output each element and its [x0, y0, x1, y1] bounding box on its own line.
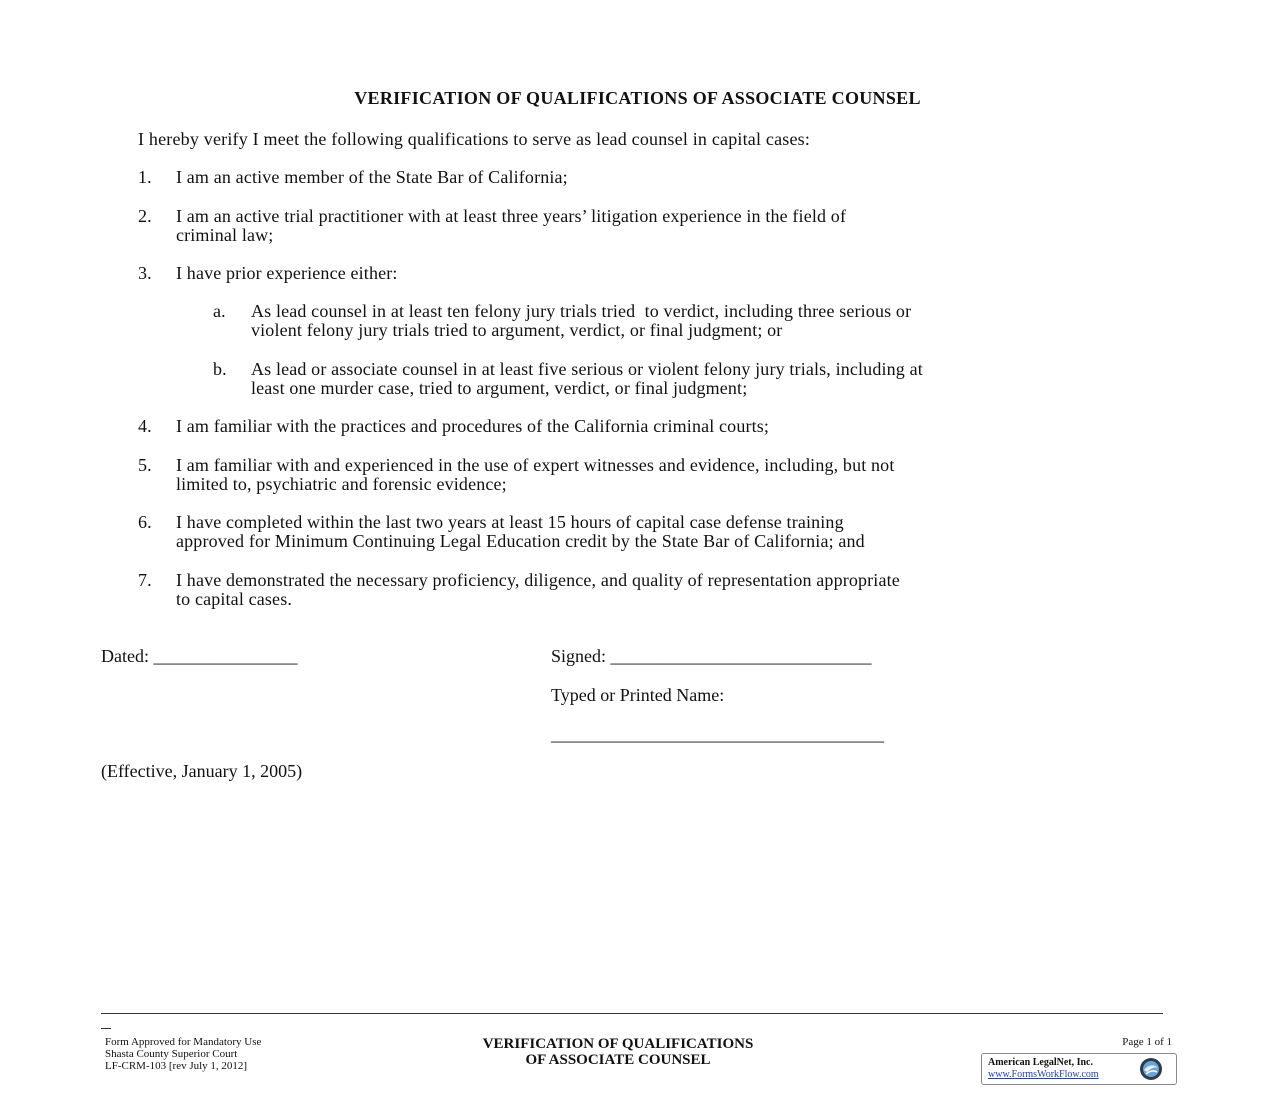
subitem-text: least one murder case, tried to argument, verdict, or final judgment;: [251, 378, 748, 398]
footer-title-line: OF ASSOCIATE COUNSEL: [525, 1052, 711, 1068]
item-text: I have completed within the last two years at least 15 hours of capital case defense training: [176, 512, 844, 532]
logo-url-link[interactable]: www.FormsWorkFlow.com: [988, 1069, 1099, 1080]
publisher-logo: [981, 1053, 1177, 1085]
item-number: 2.: [138, 206, 152, 226]
typed-name-label: Typed or Printed Name:: [551, 685, 725, 705]
page-number: Page 1 of 1: [1122, 1036, 1172, 1048]
item-number: 7.: [138, 570, 152, 590]
item-number: 6.: [138, 512, 152, 532]
footer-line: LF-CRM-103 [rev July 1, 2012]: [105, 1060, 248, 1072]
item-number: 3.: [138, 263, 152, 283]
item-text: limited to, psychiatric and forensic evidence;: [176, 474, 507, 494]
subitem-letter: a.: [213, 301, 226, 321]
intro-statement: I hereby verify I meet the following qualifications to serve as lead counsel in capital cases:: [138, 129, 811, 149]
logo-name: American LegalNet, Inc.: [988, 1057, 1093, 1068]
item-number: 4.: [138, 416, 152, 436]
item-text: criminal law;: [176, 225, 274, 245]
dated-field: Dated: ________________: [101, 646, 298, 666]
item-text: I have prior experience either:: [176, 263, 398, 283]
footer-line: Form Approved for Mandatory Use: [105, 1036, 262, 1048]
subitem-letter: b.: [213, 359, 227, 379]
item-number: 1.: [138, 167, 152, 187]
footer-form-info: [105, 1036, 261, 1072]
item-text: to capital cases.: [176, 589, 292, 609]
effective-date: (Effective, January 1, 2005): [101, 761, 303, 781]
page-title: VERIFICATION OF QUALIFICATIONS OF ASSOCIATE COUNSEL: [354, 88, 921, 108]
subitem-text: violent felony jury trials tried to argument, verdict, or final judgment; or: [251, 320, 783, 340]
item-text: I am familiar with the practices and procedures of the California criminal courts;: [176, 416, 770, 436]
item-number: 5.: [138, 455, 152, 475]
footer-title: [418, 1036, 818, 1068]
item-text: I am familiar with and experienced in the use of expert witnesses and evidence, including, but not: [176, 455, 895, 475]
subitem-text: As lead or associate counsel in at least five serious or violent felony jury trials, including at: [251, 359, 923, 379]
item-text: I am an active trial practitioner with at least three years’ litigation experience in the field of: [176, 206, 847, 226]
footer-divider: [101, 1013, 1163, 1014]
footer-line: Shasta County Superior Court: [105, 1048, 238, 1060]
footer-title-line: VERIFICATION OF QUALIFICATIONS: [482, 1036, 754, 1052]
subitem-text: As lead counsel in at least ten felony jury trials tried to verdict, including three serious or: [251, 301, 912, 321]
item-text: I am an active member of the State Bar of California;: [176, 167, 568, 187]
signed-field: Signed: _____________________________: [551, 646, 872, 666]
typed-name-line: _____________________________________: [551, 724, 884, 744]
item-text: I have demonstrated the necessary proficiency, diligence, and quality of representation appropriate: [176, 570, 900, 590]
globe-icon: [1139, 1057, 1163, 1081]
item-text: approved for Minimum Continuing Legal Education credit by the State Bar of California; and: [176, 531, 865, 551]
footer-mark: [101, 1028, 111, 1029]
